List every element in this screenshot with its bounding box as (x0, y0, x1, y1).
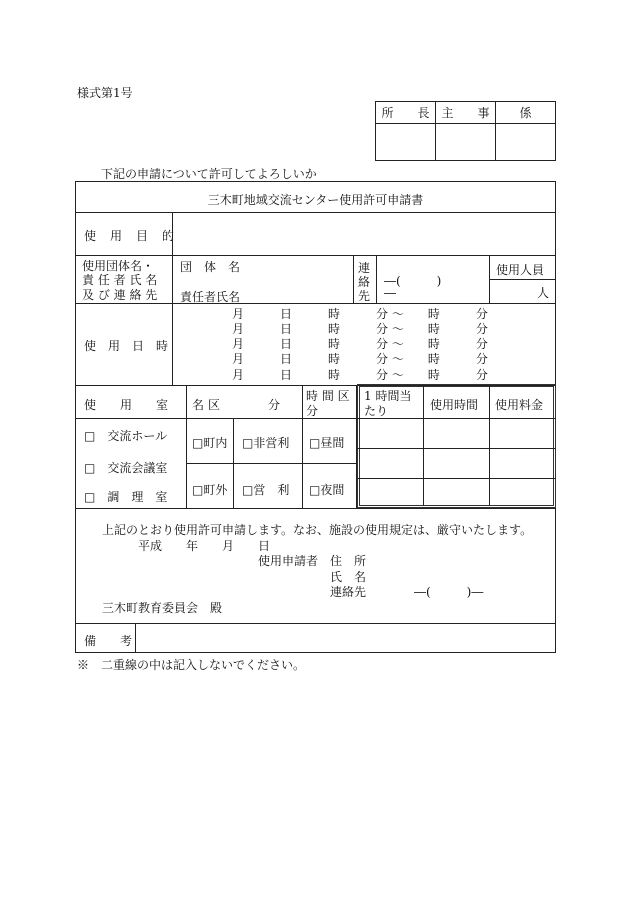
applicant-address[interactable]: 使用申請者 住 所 (258, 554, 367, 568)
people-unit: 人 (537, 286, 550, 300)
remarks-label: 備 考 (84, 634, 133, 648)
option-profit[interactable]: □営 利 (242, 483, 290, 497)
contact-label-2: 絡 (358, 275, 371, 289)
approval-director: 所 長 (376, 102, 436, 124)
contact-phone-2[interactable]: ― (384, 286, 396, 300)
form-title: 三木町地域交流センター使用許可申請書 (207, 193, 424, 207)
header-time-2: 分 (306, 404, 319, 418)
option-in-town[interactable]: □町内 (192, 436, 228, 450)
approval-clerk: 係 (496, 102, 556, 124)
applicant-name[interactable]: 氏 名 (330, 570, 367, 584)
declaration-date[interactable]: 平成 年 月 日 (138, 539, 271, 553)
intro-text: 下記の申請について許可してよろしいか (101, 167, 317, 181)
option-day[interactable]: □昼間 (309, 436, 345, 450)
applicant-contact[interactable]: 連絡先 ―( )― (330, 585, 484, 599)
option-night[interactable]: □夜間 (309, 483, 345, 497)
application-form (75, 181, 556, 653)
remarks-field[interactable] (138, 625, 552, 651)
header-time-1: 時 間 区 (306, 389, 350, 403)
header-hours: 使用時間 (430, 398, 479, 412)
approval-officer: 主 事 (436, 102, 496, 124)
org-label-2: 責 任 者 氏 名 (82, 273, 158, 287)
datetime-row[interactable]: 月 日 時 分 ～ 時 分 (232, 368, 488, 382)
purpose-field[interactable] (174, 214, 554, 254)
approval-director-stamp[interactable] (376, 124, 436, 161)
datetime-row[interactable]: 月 日 時 分 ～ 時 分 (232, 352, 488, 366)
org-name-label: 団 体 名 (180, 260, 241, 274)
declaration-text: 上記のとおり使用許可申請します。なお、施設の使用規定は、厳守いたします。 (102, 523, 533, 537)
contact-phone[interactable]: ―( ) (384, 274, 442, 288)
datetime-label: 使 用 日 時 (84, 339, 169, 353)
people-label: 使用人員 (496, 263, 545, 277)
datetime-row[interactable]: 月 日 時 分 ～ 時 分 (232, 322, 488, 336)
room-hall[interactable]: □ 交流ホール (84, 429, 168, 443)
recipient: 三木町教育委員会 殿 (102, 601, 223, 615)
representative-label: 責任者氏名 (180, 290, 241, 304)
header-room: 使 用 室 名 (84, 398, 205, 412)
room-kitchen[interactable]: □ 調 理 室 (84, 490, 168, 504)
header-rate-2: たり (364, 404, 389, 418)
datetime-row[interactable]: 月 日 時 分 ～ 時 分 (232, 337, 488, 351)
form-number: 様式第1号 (77, 86, 133, 100)
header-category: 区 分 (208, 398, 281, 412)
approval-stamp-table (375, 101, 556, 161)
approval-clerk-stamp[interactable] (496, 124, 556, 161)
option-non-profit[interactable]: □非営利 (242, 436, 290, 450)
option-out-town[interactable]: □町外 (192, 483, 228, 497)
footnote: ※ 二重線の中は記入しないでください。 (77, 658, 306, 672)
room-meeting[interactable]: □ 交流会議室 (84, 461, 168, 475)
org-label-1: 使用団体名・ (82, 259, 155, 273)
header-rate-1: 1 時間当 (364, 389, 412, 403)
contact-label-1: 連 (358, 261, 371, 275)
approval-officer-stamp[interactable] (436, 124, 496, 161)
header-fee: 使用料金 (495, 398, 544, 412)
purpose-label: 使 用 目 的 (84, 229, 176, 243)
contact-label-3: 先 (358, 289, 371, 303)
org-label-3: 及 び 連 絡 先 (82, 288, 158, 302)
datetime-row[interactable]: 月 日 時 分 ～ 時 分 (232, 307, 488, 321)
